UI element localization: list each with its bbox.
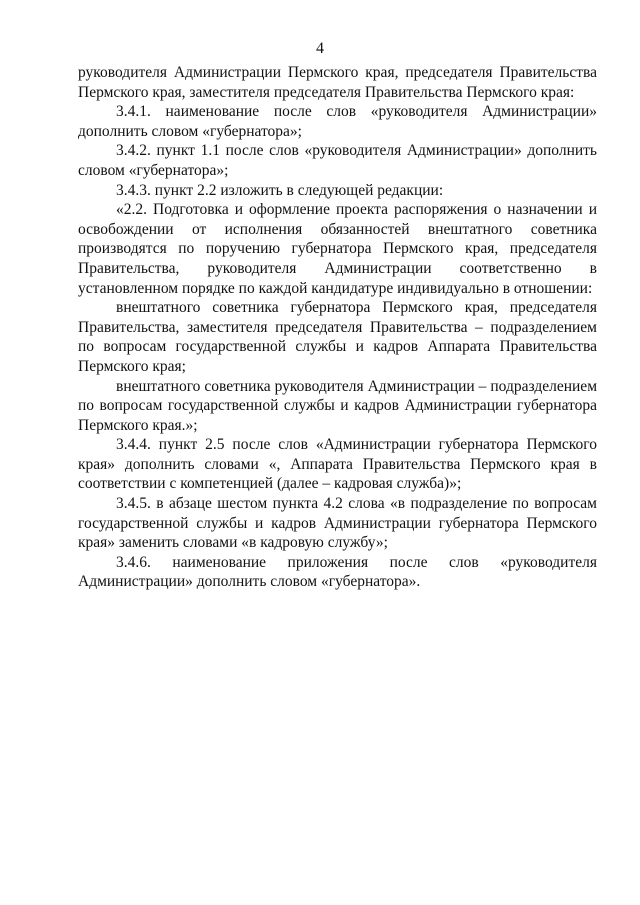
paragraph-continuation: руководителя Администрации Пермского края, председателя Правительства Пермского края, заместителя председателя Правительства Пермского края: bbox=[78, 64, 597, 101]
paragraph-3-4-4: 3.4.4. пункт 2.5 после слов «Администрации губернатора Пермского края» дополнить словами «, Аппарата Правительства Пермского края в соответствии с компетенцией (далее – кадровая служба)»; bbox=[78, 436, 597, 493]
paragraph-3-4-5: 3.4.5. в абзаце шестом пункта 4.2 слова «в подразделение по вопросам государственной службы и кадров Администрации губернатора Пермского края» заменить словами «в кадровую службу»; bbox=[78, 495, 597, 552]
paragraph-advisor-administration: внештатного советника руководителя Администрации – подразделением по вопросам государственной службы и кадров Администрации губернатора Пермского края.»; bbox=[78, 377, 597, 434]
page-number: 4 bbox=[316, 40, 324, 57]
paragraph-3-4-6: 3.4.6. наименование приложения после слов «руководителя Администрации» дополнить словом «губернатора». bbox=[78, 553, 597, 591]
paragraph-advisor-governor: внештатного советника губернатора Пермского края, председателя Правительства, заместителя председателя Правительства – подразделением по вопросам государственной службы и кадров Аппарата Правительства Пермского края; bbox=[78, 299, 597, 375]
paragraph-quote-2-2: «2.2. Подготовка и оформление проекта распоряжения о назначении и освобождении от исполнения обязанностей внештатного советника производятся по поручению губернатора Пермского края, председателя Правительства, руководителя Администрации соответственно в установленном порядке по каждой кандидатуре индивидуально в отношении: bbox=[78, 201, 597, 297]
paragraph-3-4-1: 3.4.1. наименование после слов «руководителя Администрации» дополнить словом «губернатора»; bbox=[78, 103, 597, 140]
paragraph-3-4-2: 3.4.2. пункт 1.1 после слов «руководителя Администрации» дополнить словом «губернатора»; bbox=[78, 142, 597, 179]
document-body bbox=[78, 63, 597, 592]
paragraph-3-4-3: 3.4.3. пункт 2.2 изложить в следующей редакции: bbox=[116, 181, 444, 199]
